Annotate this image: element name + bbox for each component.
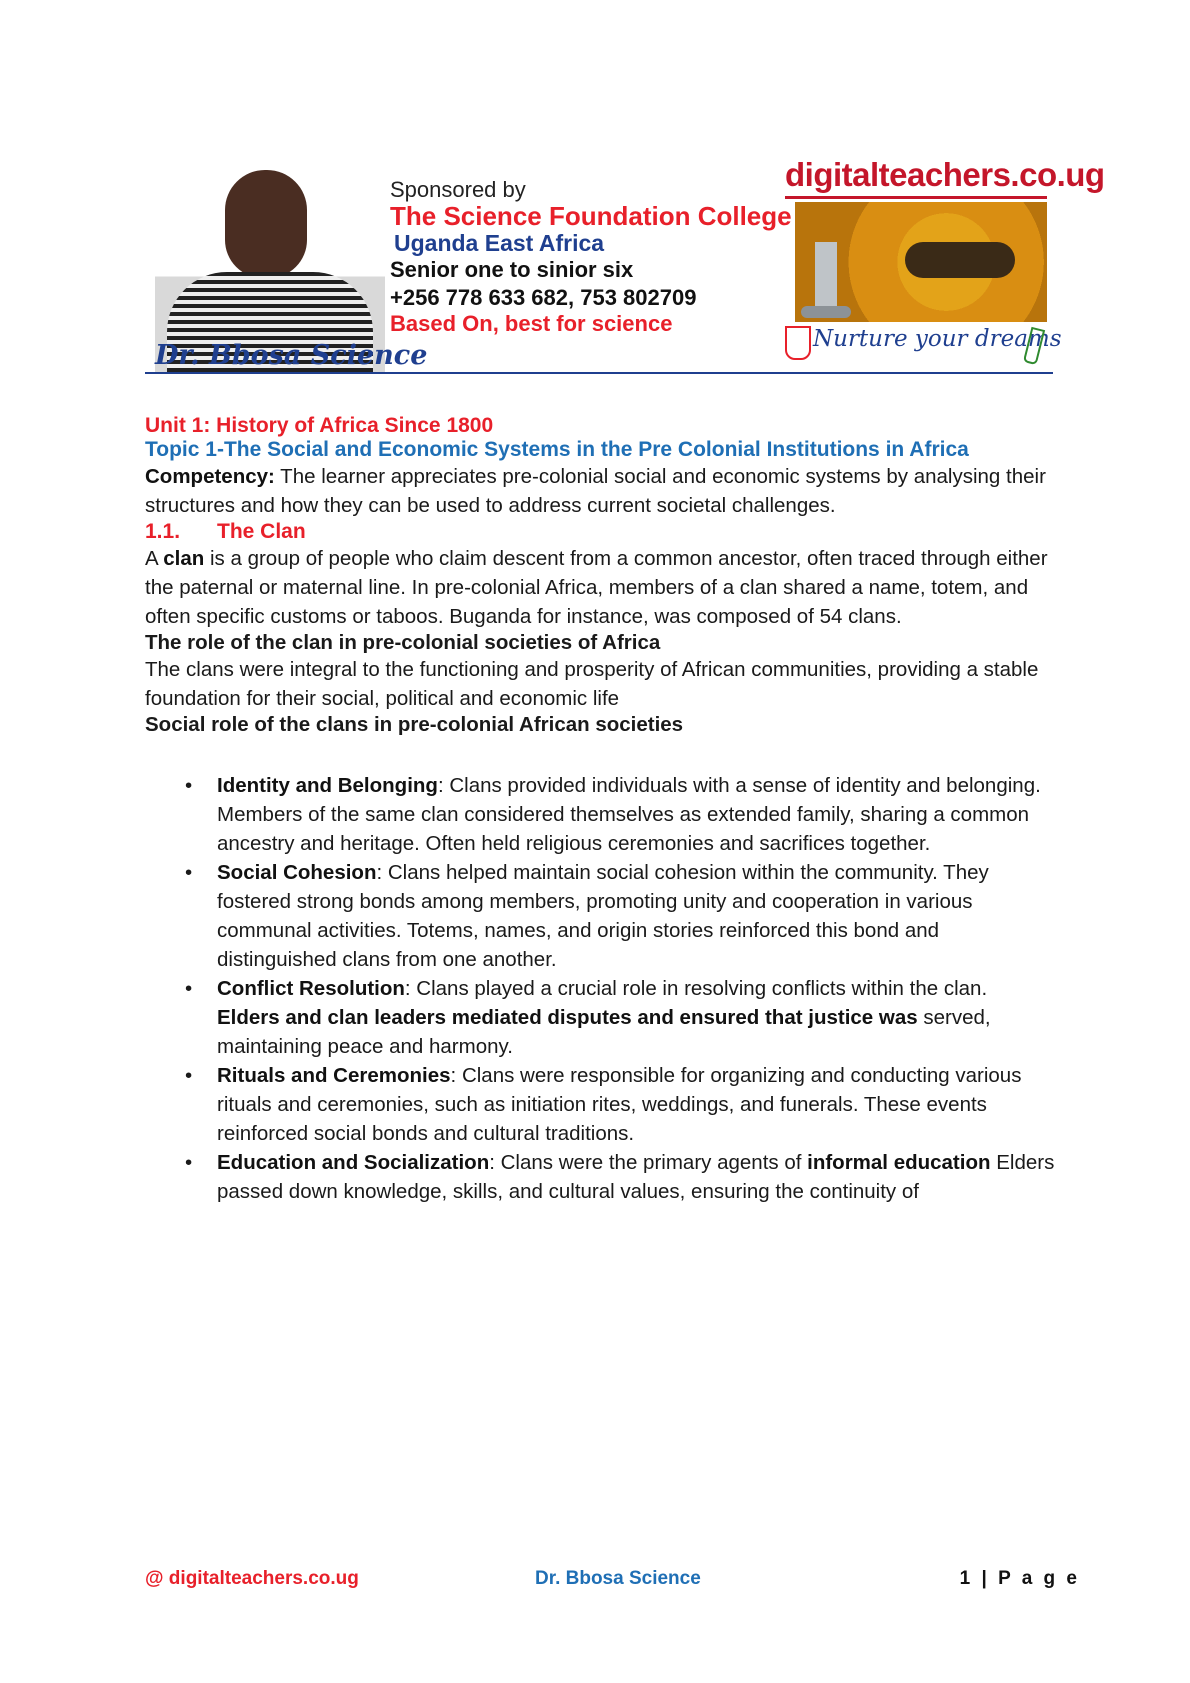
competency-paragraph — [145, 462, 1055, 520]
list-item-text: : Clans helped maintain social cohesion within the community. They fostered strong bonds among members, promoting unity and cooperation in various communal activities. Totems, names, and origin stories reinforced this bond and distinguished clans from one another. — [217, 861, 989, 971]
list-item — [145, 974, 1055, 1061]
bullet-icon: • — [185, 977, 193, 1000]
motto-text: Nurture your dreams — [813, 326, 1062, 352]
clan-def-body: is a group of people who claim descent from a common ancestor, often traced through either the paternal or maternal line. In pre-colonial Africa, members of a clan shared a name, totem, and often specific customs or taboos. Buganda for instance, was composed of 54 clans. — [145, 547, 1048, 628]
college-region: Uganda East Africa — [394, 229, 605, 256]
list-item — [145, 1061, 1055, 1148]
footer-author: Dr. Bbosa Science — [535, 1568, 701, 1589]
list-item — [145, 858, 1055, 974]
list-item-emphasis: Elders and clan leaders mediated disputes and ensured that justice was — [217, 1006, 918, 1029]
role-heading: The role of the clan in pre-colonial societies of Africa — [145, 631, 661, 654]
page-number: 1 — [959, 1568, 974, 1589]
footer-site: @ digitalteachers.co.ug — [145, 1568, 359, 1589]
list-item-text: : Clans provided individuals with a sense of identity and belonging. Members of the same clan considered themselves as extended family, sharing a common ancestry and heritage. Often held religious ceremonies and sacrifices together. — [217, 774, 1041, 855]
page-label: | P a g e — [981, 1568, 1080, 1589]
site-logo-underline — [785, 196, 1047, 199]
page-footer — [145, 1568, 1080, 1596]
bullet-icon: • — [185, 861, 193, 884]
list-item-title: Identity and Belonging — [217, 774, 438, 797]
clan-def-prefix: A — [145, 547, 164, 570]
list-item-text: : Clans were responsible for organizing and conducting various rituals and ceremonies, such as initiation rites, weddings, and funerals. These events reinforced social bonds and cultural traditions. — [217, 1064, 1022, 1145]
list-item-text: : Clans were the primary agents of — [489, 1151, 808, 1174]
unit-title: Unit 1: History of Africa Since 1800 — [145, 414, 494, 437]
list-item-text-continued: Elders passed down knowledge, skills, and cultural values, ensuring the continuity of — [217, 1151, 1055, 1203]
bee-icon — [905, 242, 1015, 278]
list-item-text: : Clans played a crucial role in resolving conflicts within the clan. — [404, 977, 988, 1000]
role-intro: The clans were integral to the functioning and prosperity of African communities, providing a stable foundation for their social, political and economic life — [145, 658, 1039, 710]
list-item-title: Social Cohesion — [217, 861, 377, 884]
sponsor-block — [390, 178, 792, 337]
topic-title: Topic 1-The Social and Economic Systems in the Pre Colonial Institutions in Africa — [145, 438, 969, 461]
banner-rule — [145, 372, 1053, 374]
college-name: The Science Foundation College — [390, 201, 792, 232]
clan-def-term: clan — [163, 547, 205, 570]
bunsen-burner-icon — [815, 242, 837, 312]
list-item-title: Education and Socialization — [217, 1151, 490, 1174]
bullet-icon: • — [185, 774, 193, 797]
college-levels: Senior one to sinior six — [390, 257, 634, 283]
bunsen-burner-base — [801, 306, 851, 318]
social-roles-list — [145, 771, 1055, 1206]
list-item-text-continued: served, maintaining peace and harmony. — [217, 1006, 991, 1058]
list-item-title: Rituals and Ceremonies — [217, 1064, 451, 1087]
header-banner — [145, 150, 1105, 374]
section-number: 1.1. — [145, 520, 181, 543]
competency-label: Competency: — [145, 465, 275, 488]
site-logo-text: digitalteachers.co.ug — [785, 156, 1105, 193]
list-item-title: Conflict Resolution — [217, 977, 405, 1000]
social-role-heading: Social role of the clans in pre-colonial African societies — [145, 713, 684, 736]
footer-page — [960, 1568, 1080, 1590]
college-tagline: Based On, best for science — [390, 311, 673, 337]
document-body — [145, 414, 1055, 1206]
section-heading — [145, 520, 1055, 544]
sponsored-by-label: Sponsored by — [390, 177, 526, 202]
author-photo-head — [225, 170, 307, 278]
flask-icon — [785, 326, 811, 360]
author-signature: Dr. Bbosa Science — [155, 340, 428, 371]
list-item-emphasis: informal education — [807, 1151, 991, 1174]
clan-definition — [145, 544, 1055, 631]
section-title: The Clan — [217, 520, 306, 543]
bullet-icon: • — [185, 1151, 193, 1174]
competency-text: The learner appreciates pre-colonial social and economic systems by analysing their structures and how they can be used to address current societal challenges. — [145, 465, 1046, 517]
bee-honeycomb-image — [795, 202, 1047, 322]
list-item — [145, 1148, 1055, 1206]
bullet-icon: • — [185, 1064, 193, 1087]
list-item — [145, 771, 1055, 858]
college-phones: +256 778 633 682, 753 802709 — [390, 285, 697, 311]
